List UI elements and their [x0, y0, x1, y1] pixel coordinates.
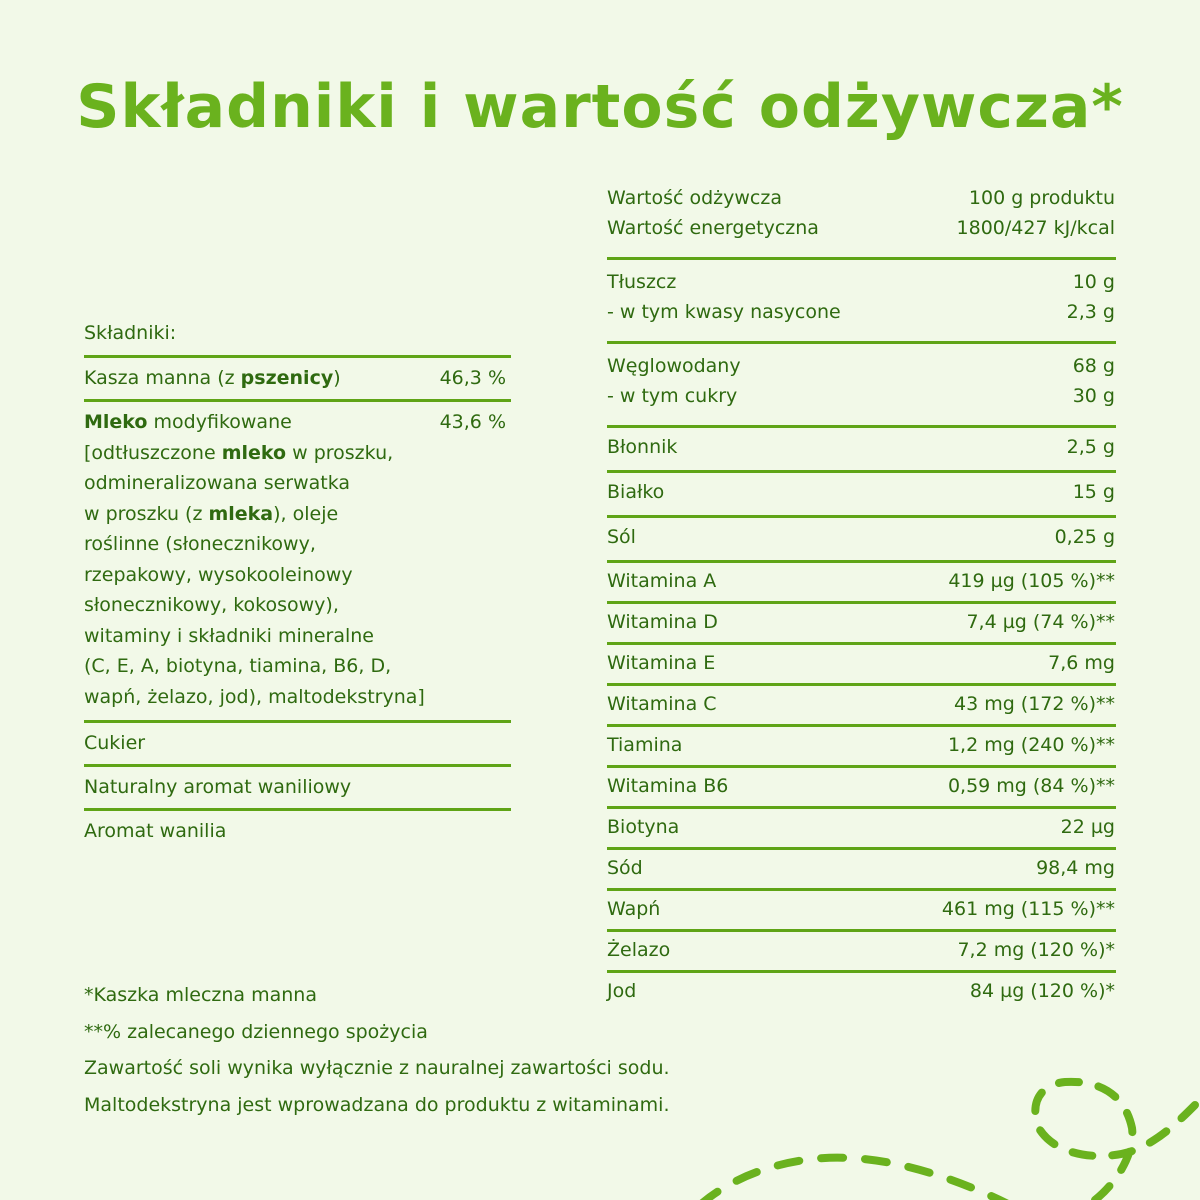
ingredient-text: w proszku (z	[84, 502, 209, 525]
nutrient-label: Wartość odżywcza	[607, 187, 782, 209]
nutrient-value: 10 g	[1072, 271, 1115, 293]
nutrient-value: 15 g	[1072, 481, 1115, 503]
nutrient-label: Sód	[607, 857, 643, 879]
nutrient-label: - w tym kwasy nasycone	[607, 301, 841, 323]
nutrient-label: Tiamina	[607, 734, 683, 756]
footnote: Zawartość soli wynika wyłącznie z nauralnej zawartości sodu.	[84, 1057, 670, 1079]
ingredient-text: Aromat wanilia	[84, 819, 227, 842]
allergen-text: pszenicy	[240, 367, 334, 389]
ingredient-text: roślinne (słonecznikowy,	[84, 533, 316, 555]
ingredient-text: słonecznikowy, kokosowy),	[84, 594, 339, 616]
nutrient-label: Wapń	[607, 898, 661, 920]
ingredient-text: (C, E, A, biotyna, tiamina, B6, D,	[84, 655, 392, 677]
ingredient-text: [odtłuszczone	[84, 441, 222, 464]
ingredient-text: Cukier	[84, 731, 146, 754]
nutrient-value: 100 g produktu	[968, 187, 1115, 209]
ingredient-text: w proszku,	[286, 441, 394, 464]
ingredients-header: Składniki:	[84, 322, 177, 344]
allergen-text: Mleko	[84, 411, 148, 433]
nutrient-value: 419 µg (105 %)**	[948, 570, 1115, 592]
ingredient-text: odmineralizowana serwatka	[84, 472, 351, 494]
nutrient-value: 2,5 g	[1066, 436, 1115, 458]
nutrient-value: 98,4 mg	[1036, 857, 1115, 879]
page-title: Składniki i wartość odżywcza*	[76, 72, 1124, 142]
nutrient-value: 7,4 µg (74 %)**	[966, 611, 1115, 633]
nutrient-value: 7,6 mg	[1048, 652, 1115, 674]
nutrient-value: 0,25 g	[1054, 526, 1115, 548]
nutrient-label: Biotyna	[607, 816, 680, 838]
nutrient-value: 1800/427 kJ/kcal	[956, 217, 1115, 239]
nutrient-value: 84 µg (120 %)*	[969, 980, 1115, 1002]
nutrient-value: 30 g	[1072, 385, 1115, 407]
nutrient-value: 68 g	[1072, 355, 1115, 377]
footnote: *Kaszka mleczna manna	[84, 984, 317, 1006]
nutrient-label: - w tym cukry	[607, 385, 738, 407]
allergen-text: mleka	[208, 502, 274, 525]
nutrient-value: 43 mg (172 %)**	[953, 693, 1115, 715]
nutrient-label: Błonnik	[607, 436, 678, 458]
footnote: Maltodekstryna jest wprowadzana do produktu z witaminami.	[84, 1093, 670, 1116]
nutrient-value: 0,59 mg (84 %)**	[947, 775, 1115, 797]
ingredient-text: )	[333, 367, 341, 389]
footnote: **% zalecanego dziennego spożycia	[84, 1020, 428, 1043]
nutrient-label: Żelazo	[607, 939, 671, 961]
nutrient-label: Witamina B6	[607, 775, 729, 797]
nutrient-value: 1,2 mg (240 %)**	[947, 734, 1115, 756]
nutrient-label: Węglowodany	[607, 355, 741, 377]
nutrient-label: Wartość energetyczna	[607, 217, 819, 239]
ingredient-percent: 46,3 %	[439, 367, 506, 389]
nutrient-label: Witamina C	[607, 693, 717, 715]
nutrient-value: 7,2 mg (120 %)*	[957, 939, 1115, 961]
nutrient-label: Witamina E	[607, 652, 716, 674]
nutrient-value: 22 µg	[1060, 816, 1115, 838]
ingredient-text: witaminy i składniki mineralne	[84, 624, 374, 647]
nutrient-label: Jod	[607, 980, 637, 1002]
ingredient-text: wapń, żelazo, jod), maltodekstryna]	[84, 685, 425, 708]
nutrient-label: Sól	[607, 526, 636, 548]
nutrient-label: Białko	[607, 481, 665, 503]
nutrient-value: 461 mg (115 %)**	[941, 898, 1115, 920]
nutrient-value: 2,3 g	[1066, 301, 1115, 323]
nutrient-label: Tłuszcz	[607, 271, 677, 293]
allergen-text: mleko	[221, 441, 287, 464]
ingredient-text: Naturalny aromat waniliowy	[84, 775, 352, 798]
ingredient-text: modyfikowane	[147, 411, 292, 433]
ingredient-text: ), oleje	[273, 502, 339, 525]
nutrient-label: Witamina A	[607, 570, 717, 592]
ingredient-text: rzepakowy, wysokooleinowy	[84, 563, 353, 586]
ingredient-percent: 43,6 %	[439, 411, 506, 433]
nutrient-label: Witamina D	[607, 611, 718, 633]
ingredient-text: Kasza manna (z	[84, 367, 241, 389]
